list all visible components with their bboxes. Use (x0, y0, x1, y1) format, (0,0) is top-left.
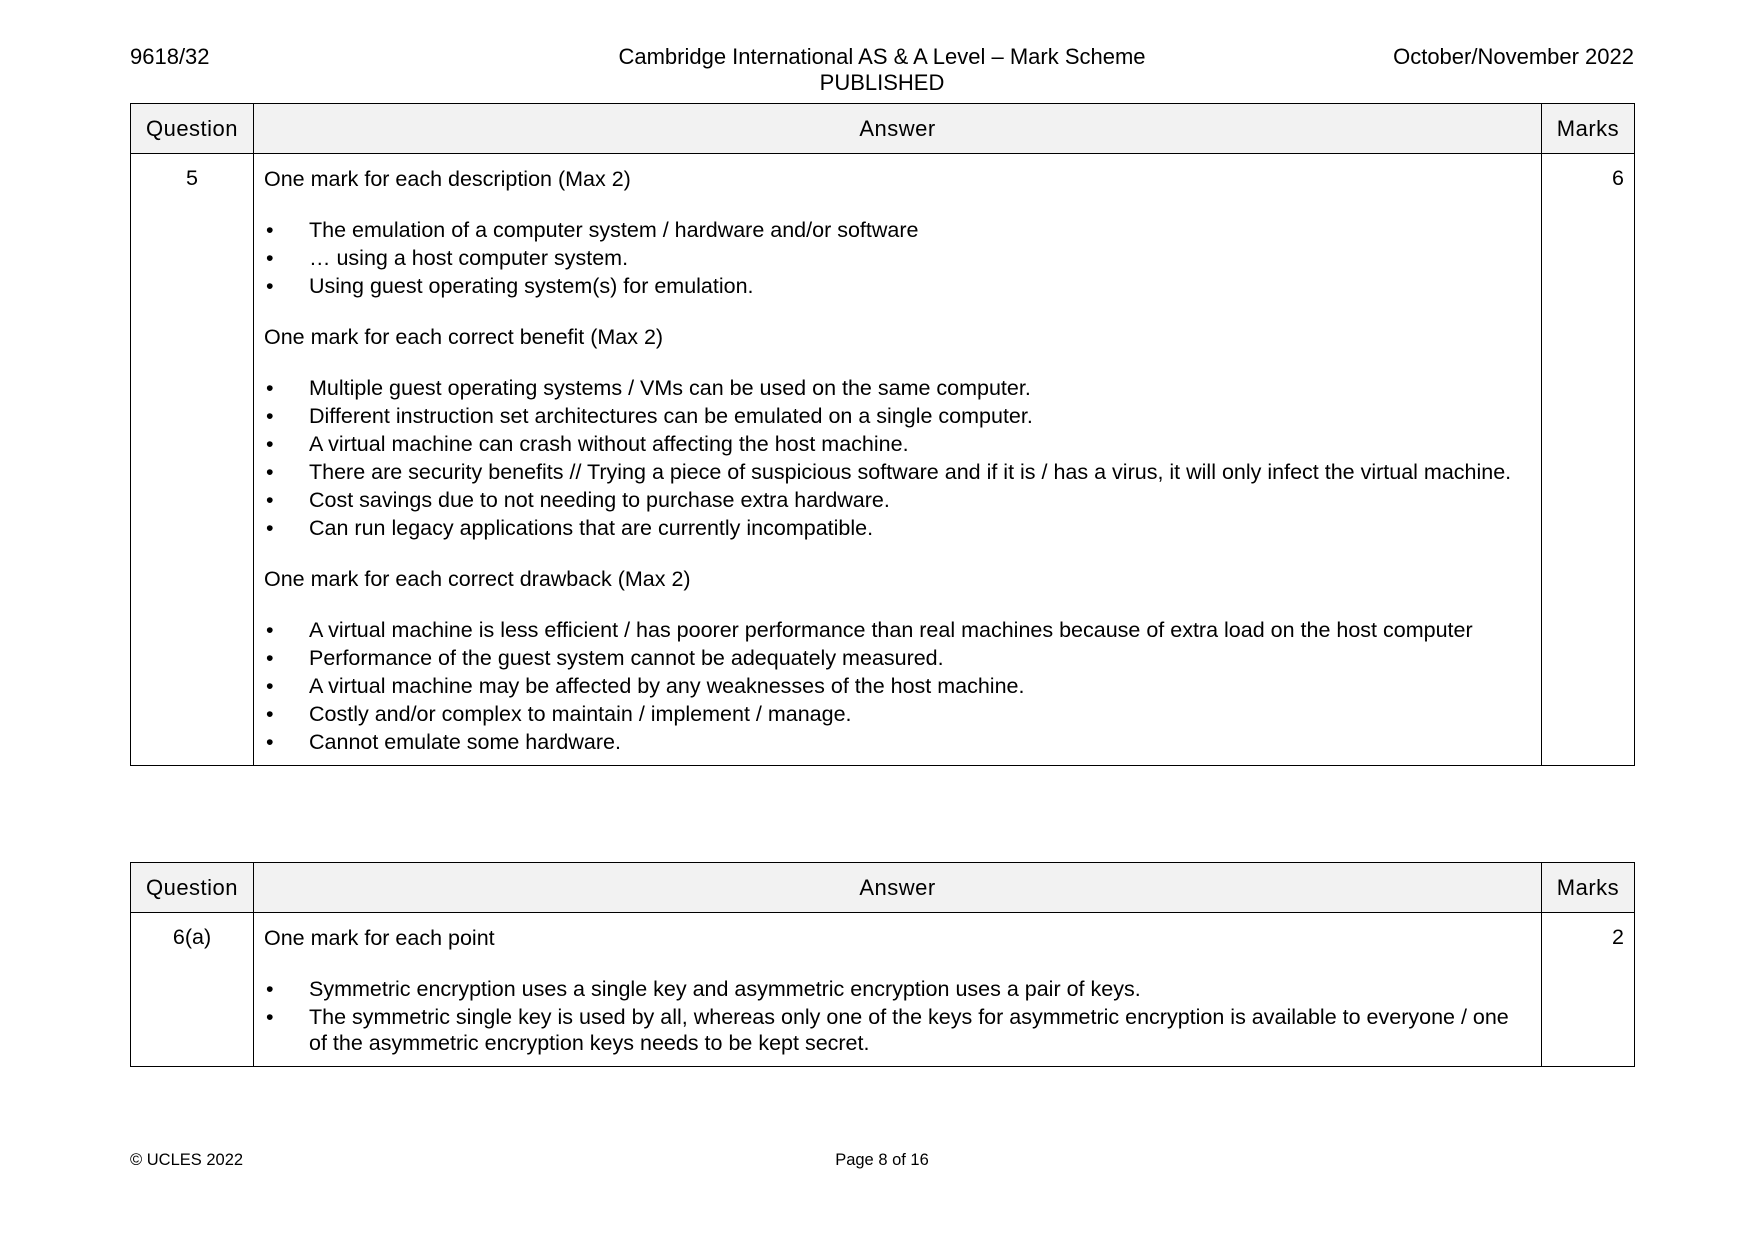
list-item: • Costly and/or complex to maintain / implement / manage. (266, 702, 852, 726)
description-intro: One mark for each description (Max 2) (264, 167, 631, 191)
table-row (131, 154, 1635, 766)
bullet-icon: • (266, 730, 274, 754)
bullet-icon: • (266, 376, 274, 400)
bullet-icon: • (266, 646, 274, 670)
list-item: • Cannot emulate some hardware. (266, 730, 621, 754)
list-item: • The symmetric single key is used by all, whereas only one of the keys for asymmetric encryption is available to everyone / one of the asymmetric encryption keys needs to be kept secret. (266, 1005, 1509, 1055)
bullet-icon: • (266, 488, 274, 512)
answer-cell (254, 154, 1542, 766)
table-header-row (131, 104, 1635, 154)
list-item: • Using guest operating system(s) for emulation. (266, 274, 754, 298)
list-item: • Different instruction set architectures can be emulated on a single computer. (266, 404, 1033, 428)
marks-value: 2 (1542, 913, 1635, 1067)
bullet-icon: • (266, 1005, 274, 1029)
list-item: • Cost savings due to not needing to purchase extra hardware. (266, 488, 890, 512)
mark-scheme-table-q5 (130, 103, 1635, 766)
copyright-notice: © UCLES 2022 (130, 1151, 244, 1169)
question-number: 6(a) (131, 913, 254, 1067)
list-item: • A virtual machine can crash without affecting the host machine. (266, 432, 909, 456)
bullet-icon: • (266, 404, 274, 428)
page-number: Page 8 of 16 (835, 1151, 929, 1169)
list-item: • A virtual machine may be affected by any weaknesses of the host machine. (266, 674, 1025, 698)
list-item: • The emulation of a computer system / hardware and/or software (266, 218, 919, 242)
bullet-icon: • (266, 674, 274, 698)
drawback-list (264, 617, 1531, 755)
list-item: • Performance of the guest system cannot be adequately measured. (266, 646, 944, 670)
bullet-icon: • (266, 702, 274, 726)
benefit-intro: One mark for each correct benefit (Max 2) (264, 325, 664, 349)
table-header-row (131, 863, 1635, 913)
list-item: • Symmetric encryption uses a single key and asymmetric encryption uses a pair of keys. (266, 977, 1141, 1001)
document-title: Cambridge International AS & A Level – Mark Scheme (618, 44, 1146, 69)
benefit-list (264, 375, 1531, 541)
exam-session: October/November 2022 (1393, 44, 1634, 69)
bullet-icon: • (266, 432, 274, 456)
table-row (131, 913, 1635, 1067)
drawback-intro: One mark for each correct drawback (Max 2) (264, 567, 691, 591)
document-status: PUBLISHED (819, 70, 945, 95)
answer-cell (254, 913, 1542, 1067)
bullet-icon: • (266, 246, 274, 270)
bullet-icon: • (266, 977, 274, 1001)
list-item: • Multiple guest operating systems / VMs can be used on the same computer. (266, 376, 1031, 400)
question-column-header: Question (131, 104, 254, 154)
marks-value: 6 (1542, 154, 1635, 766)
bullet-icon: • (266, 274, 274, 298)
syllabus-code: 9618/32 (130, 44, 210, 69)
list-item: • Can run legacy applications that are currently incompatible. (266, 516, 874, 540)
list-item: • A virtual machine is less efficient / has poorer performance than real machines because of extra load on the host computer (266, 618, 1473, 642)
marks-column-header: Marks (1542, 104, 1635, 154)
answer-column-header: Answer (254, 104, 1542, 154)
point-intro: One mark for each point (264, 926, 495, 950)
point-list (264, 976, 1531, 1056)
marks-column-header: Marks (1542, 863, 1635, 913)
bullet-icon: • (266, 218, 274, 242)
question-number: 5 (131, 154, 254, 766)
list-item: • … using a host computer system. (266, 246, 629, 270)
list-item: • There are security benefits // Trying a piece of suspicious software and if it is / has a virus, it will only infect the virtual machine. (266, 460, 1512, 484)
answer-column-header: Answer (254, 863, 1542, 913)
bullet-icon: • (266, 516, 274, 540)
bullet-icon: • (266, 618, 274, 642)
question-column-header: Question (131, 863, 254, 913)
page-header (130, 44, 1634, 100)
bullet-icon: • (266, 460, 274, 484)
mark-scheme-table-q6a (130, 862, 1635, 1067)
description-list (264, 217, 1531, 299)
